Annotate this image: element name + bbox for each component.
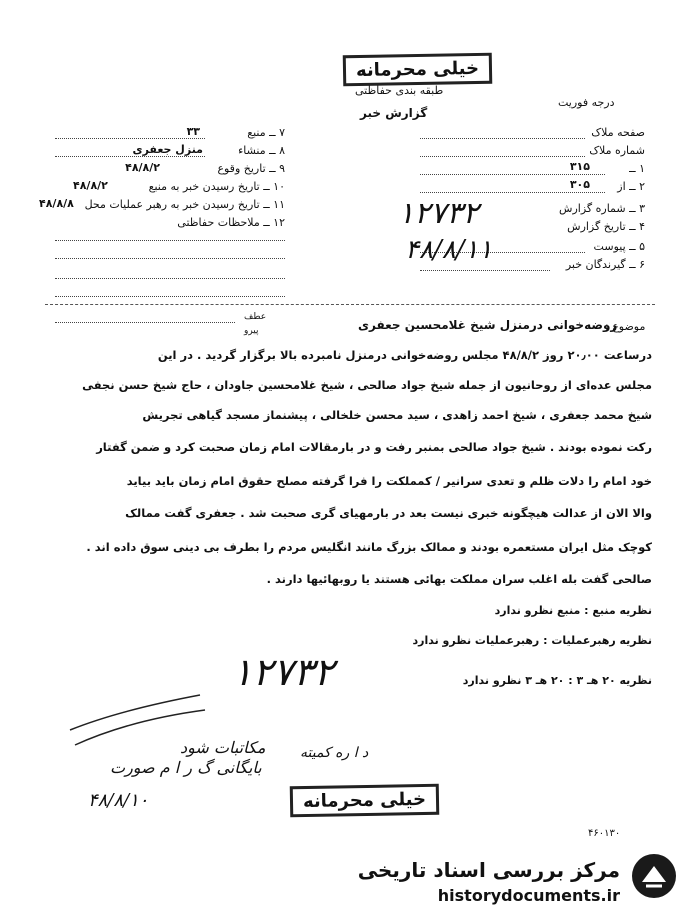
field-page-label: صفحه ملاک bbox=[591, 126, 645, 139]
subject-text: روضه‌خوانی درمنزل شیخ غلامحسین جعفری bbox=[358, 318, 618, 332]
handwritten-note-3: بایگانی گ ر ا م صورت bbox=[110, 758, 262, 777]
classification-label: درجه فوریت bbox=[558, 96, 615, 109]
opinion-unit: نظریه ۲۰ هـ ۳ : ۲۰ هـ ۳ نظرو ندارد bbox=[462, 674, 652, 687]
left-field-8-value: منزل جعفری bbox=[132, 143, 203, 156]
left-field-10-value: ۴۸/۸/۲ bbox=[73, 179, 108, 192]
form-code: ۴۶۰۱۳۰ bbox=[588, 828, 621, 839]
footer-watermark bbox=[0, 848, 700, 913]
org-line: طبقه بندی حفاظتی bbox=[355, 84, 444, 97]
footer-url: historydocuments.ir bbox=[437, 886, 620, 905]
left-field-7-label: ۷ ــ منبع bbox=[247, 126, 285, 139]
field-2-value: ۳۰۵ bbox=[569, 178, 590, 191]
field-1-value: ۳۱۵ bbox=[569, 160, 590, 173]
left-field-7-value: ۳۳ bbox=[186, 125, 200, 138]
top-classification-stamp: خیلی محرمانه bbox=[343, 53, 493, 87]
archive-logo-icon bbox=[630, 852, 678, 900]
side-label-ref: عطف bbox=[244, 312, 267, 322]
field-5-label: ۵ ــ پیوست bbox=[593, 240, 645, 253]
field-6-label: ۶ ــ گیرندگان خبر bbox=[565, 258, 645, 271]
left-fields bbox=[39, 124, 285, 254]
subject-label: موضوع : bbox=[605, 320, 646, 333]
body-line-8: صالحی گفت بله اغلب سران مملکت بهائی هستند یا روبهائیها دارند . bbox=[266, 572, 652, 586]
left-field-12-label: ۱۲ ــ ملاحظات حفاظتی bbox=[177, 216, 285, 229]
side-label-follow: پیرو bbox=[244, 326, 259, 336]
opinion-source: نظریه منبع : منبع نظرو ندارد bbox=[494, 604, 652, 617]
left-field-11-value: ۴۸/۸/۸ bbox=[39, 197, 74, 210]
field-4-label: ۴ ــ تاریخ گزارش bbox=[567, 220, 645, 233]
body-line-4: رکت نموده بودند . شیخ جواد صالحی بمنبر رفت و در بارمقالات امام زمان صحبت کرد و ضمن گفتار bbox=[96, 440, 652, 454]
report-title: گزارش خبر bbox=[360, 106, 428, 120]
footer-title: مرکز بررسی اسناد تاریخی bbox=[357, 858, 620, 882]
body-line-2: مجلس عده‌ای از روحانیون از جمله شیخ جواد صالحی ، شیخ غلامحسین جاودان ، حاج شیخ حسن نجفی bbox=[82, 378, 652, 392]
field-1-label: ۱ ــ bbox=[629, 162, 645, 175]
body-line-6: والا الان از عدالت هیچگونه خبری نیست بعد در بارمهیای گری صحبت شد . جعفری گفت ممالک bbox=[125, 506, 652, 520]
left-field-10-label: ۱۰ ــ تاریخ رسیدن خبر به منبع bbox=[148, 180, 285, 193]
left-field-8-label: ۸ ــ منشاء bbox=[238, 144, 285, 157]
field-sheet-label: شماره ملاک bbox=[589, 144, 645, 157]
handwritten-note-1: د ا ره کمیته bbox=[300, 745, 369, 761]
handwritten-register-date: ۴۸/۸/۱۱ bbox=[405, 235, 493, 265]
left-field-11-label: ۱۱ ــ تاریخ رسیدن خبر به رهبر عملیات محل bbox=[84, 198, 285, 211]
handwritten-large-number: ۱۲۷۳۲ bbox=[232, 650, 335, 694]
handwritten-register-number: ۱۲۷۳۲ bbox=[398, 196, 479, 231]
bottom-classification-stamp: خیلی محرمانه bbox=[290, 784, 440, 818]
opinion-operations-lead: نظریه رهبرعملیات : رهبرعملیات نظرو ندارد bbox=[412, 634, 652, 647]
handwritten-note-date: ۴۸/۸/۱۰ bbox=[88, 790, 149, 811]
body-line-3: شیخ محمد جعفری ، شیخ احمد زاهدی ، سید محسن خلخالی ، پیشنماز مسجد گیاهی تجریش bbox=[142, 408, 652, 422]
body-line-1: درساعت ۲۰٫۰۰ روز ۴۸/۸/۲ مجلس روضه‌خوانی درمنزل نامبرده بالا برگزار گردید . در این bbox=[157, 348, 652, 362]
field-3-label: ۳ ــ شماره گزارش bbox=[559, 202, 645, 215]
left-field-9-label: ۹ ــ تاریخ وقوع bbox=[217, 162, 285, 175]
field-2-label: ۲ ــ از bbox=[617, 180, 645, 193]
handwritten-note-2: مکاتبات شود bbox=[180, 738, 266, 757]
body-line-7: کوچک مثل ایران مستعمره بودند و ممالک بزرگ مانند انگلیس مردم را بطرف بی دینی سوق داده اند . bbox=[86, 540, 652, 554]
body-line-5: خود امام را دلات ظلم و تعدی سرانیر / کمملکت را فرا گرفته مصلح حقوق امام زمان باید بیاید bbox=[126, 474, 652, 488]
left-field-9-value: ۴۸/۸/۲ bbox=[125, 161, 160, 174]
